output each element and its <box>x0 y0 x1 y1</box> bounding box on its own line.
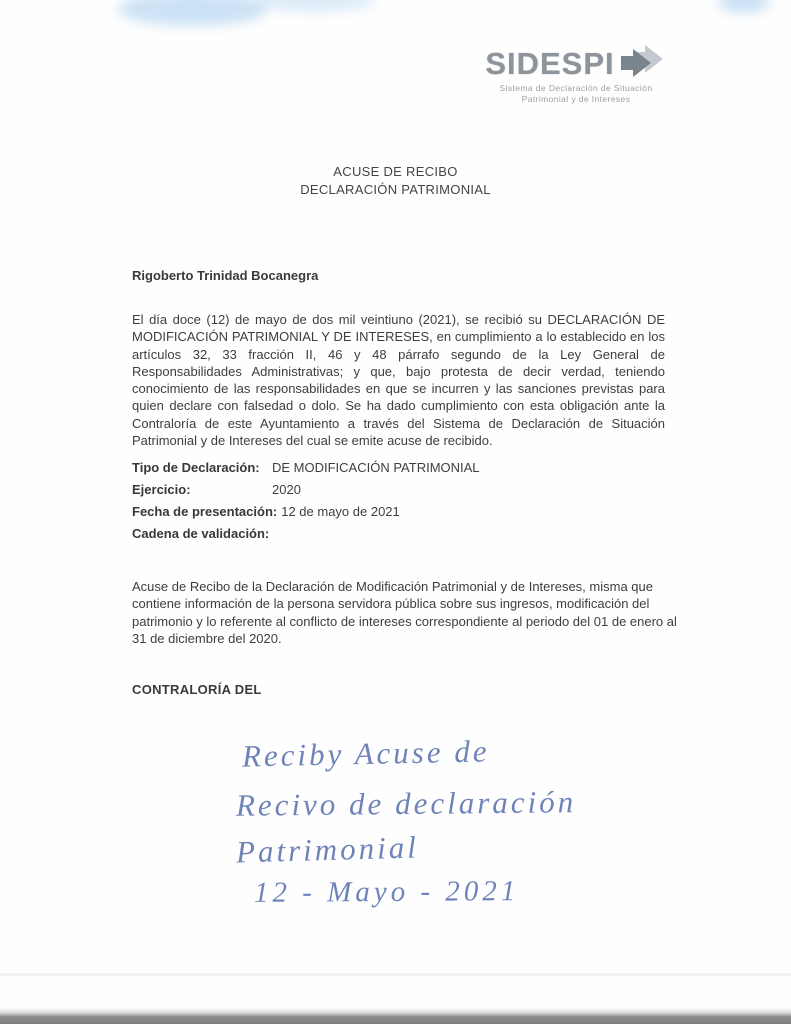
logo-tagline-line2: Patrimonial y de Intereses <box>521 94 631 104</box>
detail-value: DE MODIFICACIÓN PATRIMONIAL <box>272 460 480 475</box>
detail-row-tipo <box>132 460 612 477</box>
handwritten-note-line3: Patrimonial <box>235 829 420 870</box>
detail-value: 12 de mayo de 2021 <box>281 504 400 519</box>
declaration-details <box>132 460 612 548</box>
signature-line: CONTRALORÍA DEL <box>132 682 262 697</box>
scan-smudge-icon <box>718 0 770 12</box>
detail-label: Cadena de validación: <box>132 526 270 541</box>
summary-paragraph: Acuse de Recibo de la Declaración de Modificación Patrimonial y de Intereses, misma que contiene información de la persona servidora pública sobre sus ingresos, modificación del patrimonio y lo referente al conflicto de intereses correspondiente al periodo del 01 de enero al 31 de diciembre del 2020. <box>132 579 677 646</box>
logo-tagline-line1: Sistema de Declaración de Situación <box>499 83 653 93</box>
handwritten-note-line1: Reciby Acuse de <box>241 733 490 774</box>
scan-smudge-icon <box>118 0 268 26</box>
document-title-line2: DECLARACIÓN PATRIMONIAL <box>300 182 491 197</box>
detail-label: Fecha de presentación: <box>132 504 278 519</box>
body-paragraph: El día doce (12) de mayo de dos mil veintiuno (2021), se recibió su DECLARACIÓN DE MODIFICACIÓN PATRIMONIAL Y DE INTERESES, en cumplimiento a lo establecido en los artículos 32, 33 fracción II, 46 y 48 párrafo segundo de la Ley General de Responsabilidades Administrativas; y que, bajo protesta de decir verdad, teniendo conocimiento de las responsabilidades en que se incurren y las sanciones previstas para quien declare con falsedad o dolo. Se ha dado cumplimiento con esta obligación ante la Contraloría de este Ayuntamiento a través del Sistema de Declaración de Situación Patrimonial y de Intereses del cual se emite acuse de recibido. <box>132 312 665 449</box>
recipient-name: Rigoberto Trinidad Bocanegra <box>132 268 319 283</box>
detail-row-cadena <box>132 526 612 543</box>
scanner-edge-band <box>0 1008 791 1024</box>
detail-label: Tipo de Declaración: <box>132 460 260 475</box>
detail-label: Ejercicio: <box>132 482 191 497</box>
detail-value: 2020 <box>272 482 301 497</box>
sidespi-logo <box>478 46 674 105</box>
double-right-arrow-icon <box>619 44 667 82</box>
handwritten-note-line2: Recivo de declaración <box>235 784 577 823</box>
document-title-line1: ACUSE DE RECIBO <box>333 164 458 179</box>
detail-row-fecha <box>132 504 612 521</box>
document-title <box>0 163 791 199</box>
logo-wordmark: SIDESPI <box>485 46 615 81</box>
scan-smudge-icon <box>255 0 375 12</box>
detail-row-ejercicio <box>132 482 612 499</box>
handwritten-note-line4: 12 - Mayo - 2021 <box>253 875 520 909</box>
scan-streak <box>0 973 791 976</box>
